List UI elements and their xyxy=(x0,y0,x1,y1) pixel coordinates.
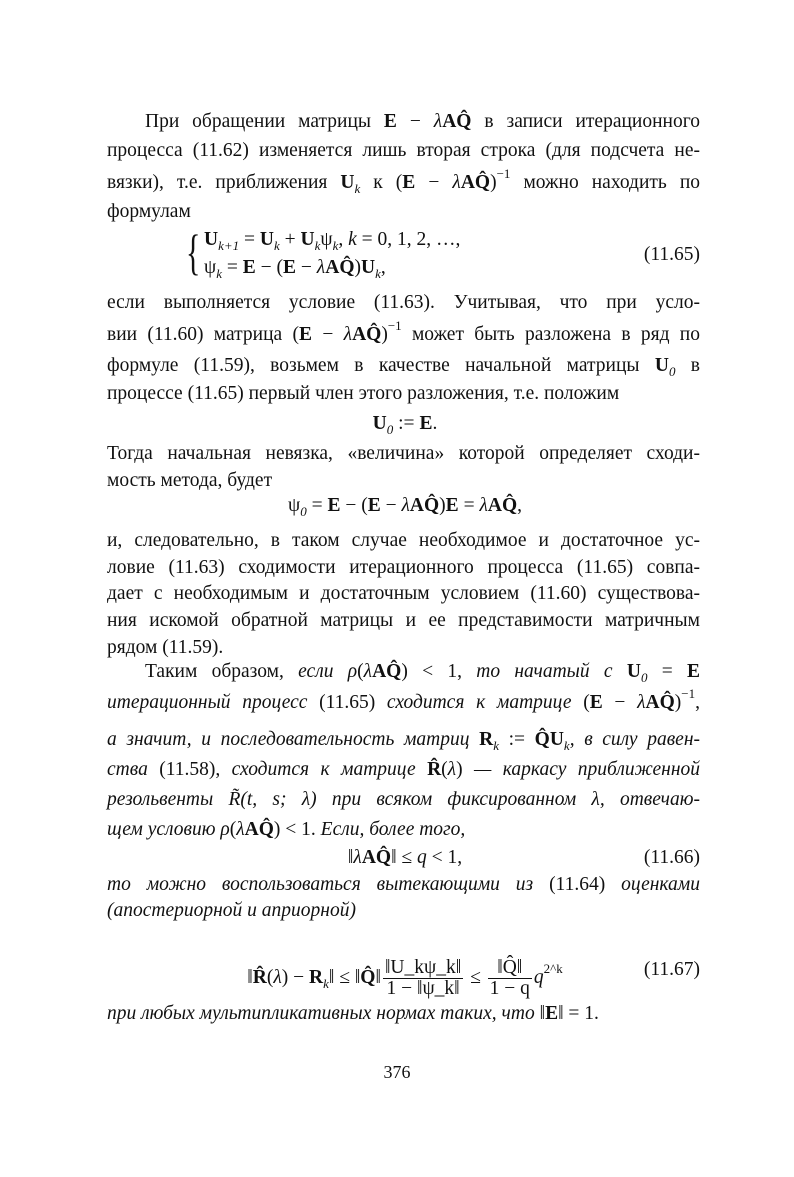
text-segment: U xyxy=(300,229,315,250)
text-segment: λ xyxy=(363,661,373,682)
text-segment: − ( xyxy=(255,257,284,278)
text-segment: , в силу равен- xyxy=(569,729,700,750)
text-segment: и, следовательно, в таком случае необходимое и достаточное ус- xyxy=(107,530,700,551)
text-segment: k xyxy=(216,266,222,281)
text-segment: ) xyxy=(354,257,361,278)
text-segment: R xyxy=(479,729,494,750)
text-segment: формулам xyxy=(107,201,191,222)
text-segment: итерационный процесс xyxy=(107,692,320,713)
text-segment: ( xyxy=(357,661,364,682)
fraction-part: ‖Q̂‖ xyxy=(488,958,532,979)
text-segment: ‖ xyxy=(247,966,253,988)
text-segment: E xyxy=(687,661,701,682)
text-segment: AQ̂ xyxy=(645,692,675,713)
text-segment: λ xyxy=(452,172,461,193)
text-segment: = 0, 1, 2, …, xyxy=(356,229,461,250)
text-line xyxy=(107,660,700,684)
text-segment: q xyxy=(417,847,427,868)
text-line xyxy=(107,382,700,406)
text-segment: AQ̂ xyxy=(352,324,382,345)
text-segment: резольвенты xyxy=(107,789,229,810)
text-line xyxy=(107,788,700,812)
text-segment: E xyxy=(419,413,433,434)
text-segment: − xyxy=(396,111,434,132)
text-segment: U xyxy=(259,229,274,250)
text-segment: 0 xyxy=(640,670,648,685)
text-segment: −1 xyxy=(387,318,402,333)
text-segment: ‖ = 1. xyxy=(558,1003,599,1024)
text-segment: U xyxy=(340,172,355,193)
text-line xyxy=(107,1002,700,1026)
text-segment: E xyxy=(589,692,603,713)
text-line xyxy=(107,728,700,752)
text-segment: если выполняется условие (11.63). Учитывая, что при усло- xyxy=(107,292,700,313)
text-segment: при всяком фиксированном xyxy=(316,789,592,810)
text-segment: а значит, и последовательность матриц xyxy=(107,729,480,750)
text-line xyxy=(107,636,700,660)
text-segment: , отвечаю- xyxy=(599,789,700,810)
text-segment: λ xyxy=(353,847,362,868)
text-segment: ( xyxy=(229,819,237,840)
text-line xyxy=(107,899,700,923)
equation-number-11-65: (11.65) xyxy=(643,244,700,265)
text-segment: ‖ xyxy=(375,966,381,988)
text-line xyxy=(107,758,700,782)
text-segment: ) xyxy=(381,324,388,345)
text-segment: в xyxy=(675,355,700,376)
text-line xyxy=(107,166,701,196)
text-segment: ) < 1. xyxy=(273,819,321,840)
text-segment: 2^k xyxy=(543,960,563,976)
text-segment: может быть разложена в ряд по xyxy=(401,324,700,345)
text-segment: λ xyxy=(236,819,245,840)
text-segment: при любых мультипликативных нормах таких, что xyxy=(107,1003,540,1024)
text-segment: можно находить по xyxy=(510,172,701,193)
text-segment: ния искомой обратной матрицы и ее представимости матричным xyxy=(107,610,700,631)
text-segment: = xyxy=(239,229,260,250)
text-segment: k xyxy=(563,738,570,753)
text-segment: 0 xyxy=(300,504,307,519)
text-segment: (11.58), xyxy=(159,759,232,780)
text-segment: то начатый с xyxy=(476,661,627,682)
text-segment: k xyxy=(375,266,381,281)
text-segment: ( xyxy=(395,172,403,193)
text-segment: ≤ xyxy=(465,966,486,988)
equation-line xyxy=(200,412,610,436)
text-line xyxy=(107,556,700,580)
text-segment: := xyxy=(498,729,535,750)
fraction-part: 1 − q xyxy=(489,978,530,999)
text-segment: ) < 1, xyxy=(401,661,477,682)
equation-line xyxy=(200,846,610,870)
text-line xyxy=(107,469,700,493)
text-segment: Q̂U xyxy=(534,729,564,750)
text-segment: R̂ xyxy=(252,966,267,988)
text-segment: + xyxy=(279,229,301,250)
text-segment: R̃(t, s; λ) xyxy=(228,789,317,810)
text-segment: процессе (11.65) первый член этого разложения, т.е. положим xyxy=(107,383,620,404)
text-segment: ‖ ≤ xyxy=(391,847,417,868)
text-segment: E xyxy=(242,257,256,278)
text-segment: ψ xyxy=(320,229,333,250)
text-segment: λ xyxy=(401,495,410,516)
text-segment: (11.64) xyxy=(549,874,622,895)
text-segment: − xyxy=(312,324,344,345)
text-line xyxy=(107,354,700,378)
text-segment: AQ̂ xyxy=(325,257,355,278)
text-segment: ( xyxy=(292,324,300,345)
text-segment: ρ xyxy=(347,661,358,682)
text-segment: , xyxy=(338,229,349,250)
text-segment: При обращении матрицы xyxy=(145,111,384,132)
text-line xyxy=(107,686,701,715)
text-segment: ψ xyxy=(287,495,301,516)
text-segment: AQ̂ xyxy=(487,495,518,516)
text-segment: k xyxy=(493,738,499,753)
text-segment: вязки), т.е. приближения xyxy=(107,172,341,193)
text-segment: ( xyxy=(266,966,274,988)
text-segment: U xyxy=(626,661,641,682)
equation-number: (11.66) xyxy=(643,847,700,868)
text-segment: , xyxy=(695,692,701,713)
text-segment: дает с необходимым и достаточным условием (11.60) существова- xyxy=(107,583,700,604)
text-segment: E xyxy=(402,172,416,193)
text-segment: E xyxy=(545,1003,559,1024)
text-segment: сходится к матрице xyxy=(231,759,428,780)
text-segment: E xyxy=(383,111,397,132)
text-segment: Q̂ xyxy=(360,966,376,988)
text-segment: E xyxy=(445,495,459,516)
text-segment: R xyxy=(309,966,324,988)
text-segment: Таким образом, xyxy=(145,661,299,682)
fraction-part: 1 − ‖ψ_k‖ xyxy=(386,978,460,999)
text-segment: ( xyxy=(583,692,590,713)
text-segment: ) xyxy=(456,759,474,780)
text-segment: − xyxy=(602,692,638,713)
text-segment: щем условию xyxy=(107,819,221,840)
text-segment: U xyxy=(204,229,219,250)
text-segment: то можно воспользоваться вытекающими из xyxy=(107,874,550,895)
text-segment: k xyxy=(348,229,357,250)
text-segment: ) xyxy=(490,172,497,193)
text-segment: E xyxy=(299,324,313,345)
text-segment: := xyxy=(393,413,420,434)
text-segment: AQ̂ xyxy=(361,847,392,868)
text-line xyxy=(107,873,700,897)
text-segment: − xyxy=(296,257,317,278)
text-segment: ρ xyxy=(220,819,230,840)
text-segment: ‖ xyxy=(347,847,354,868)
text-segment: < 1, xyxy=(426,847,463,868)
text-line xyxy=(107,291,700,315)
text-segment: = xyxy=(647,661,687,682)
fraction xyxy=(383,958,463,999)
text-segment: 0 xyxy=(386,422,394,437)
text-segment: − xyxy=(415,172,453,193)
system-brace: { xyxy=(186,224,201,280)
text-segment: k xyxy=(354,181,361,196)
text-segment: U xyxy=(360,257,376,278)
text-segment: ‖ ≤ ‖ xyxy=(328,966,361,988)
equation-line xyxy=(200,494,610,518)
text-segment: E xyxy=(283,257,297,278)
page-number: 376 xyxy=(383,1062,411,1082)
text-segment: 0 xyxy=(668,364,676,379)
text-segment: ) xyxy=(674,692,682,713)
text-segment: в записи итерационного xyxy=(471,111,700,132)
text-segment: U xyxy=(372,413,387,434)
text-segment: сходится к матрице xyxy=(386,692,584,713)
text-segment: вии (11.60) матрица xyxy=(107,324,293,345)
text-segment: λ xyxy=(273,966,282,988)
equation-number: (11.67) xyxy=(643,959,700,980)
text-segment: = xyxy=(458,495,480,516)
equation-line xyxy=(204,228,584,252)
text-segment: λ xyxy=(447,759,457,780)
text-segment: Если, более того, xyxy=(320,819,466,840)
text-segment: (апостериорной и априорной) xyxy=(107,900,356,921)
text-segment: ) xyxy=(439,495,446,516)
text-segment: ства xyxy=(107,759,160,780)
text-line xyxy=(107,442,700,466)
text-segment: ‖ xyxy=(539,1003,546,1024)
text-segment: R̂ xyxy=(427,759,442,780)
text-segment: λ xyxy=(479,495,488,516)
text-segment: рядом (11.59). xyxy=(107,637,224,658)
text-segment: k+1 xyxy=(218,238,240,253)
text-segment: Тогда начальная невязка, «величина» которой определяет сходи- xyxy=(107,443,700,464)
text-segment: λ xyxy=(316,257,326,278)
text-segment: (11.65) xyxy=(319,692,387,713)
text-line xyxy=(107,139,700,163)
text-segment: процесса (11.62) изменяется лишь вторая строка (для подсчета не- xyxy=(107,140,700,161)
text-line xyxy=(107,110,700,134)
text-segment: мость метода, будет xyxy=(107,470,273,491)
text-segment: λ xyxy=(591,789,600,810)
text-segment: AQ̂ xyxy=(442,111,472,132)
text-segment: E xyxy=(327,495,341,516)
text-segment: AQ̂ xyxy=(409,495,440,516)
text-segment: если xyxy=(298,661,348,682)
equation-line xyxy=(204,256,584,280)
text-segment: λ xyxy=(433,111,443,132)
text-segment: k xyxy=(314,238,321,253)
text-segment: AQ̂ xyxy=(372,661,402,682)
text-segment: q xyxy=(533,966,544,988)
text-segment: ( xyxy=(441,759,448,780)
text-segment: . xyxy=(432,413,438,434)
text-segment: −1 xyxy=(496,166,511,181)
text-segment: к xyxy=(360,172,396,193)
text-segment: = xyxy=(306,495,328,516)
text-segment: AQ̂ xyxy=(460,172,491,193)
text-line xyxy=(107,609,700,633)
text-segment: ψ xyxy=(204,257,217,278)
text-segment: ) − xyxy=(281,966,310,988)
text-segment: оценками xyxy=(621,874,701,895)
text-segment: — каркасу приближенной xyxy=(474,759,701,780)
text-line xyxy=(107,582,700,606)
text-segment: k xyxy=(332,238,339,253)
text-line xyxy=(107,200,700,224)
fraction xyxy=(488,958,532,999)
text-segment: − ( xyxy=(340,495,368,516)
text-segment: U xyxy=(654,355,669,376)
text-line xyxy=(107,529,700,553)
text-segment: λ xyxy=(637,692,646,713)
text-segment: AQ̂ xyxy=(244,819,274,840)
text-segment: −1 xyxy=(681,686,696,701)
text-segment: E xyxy=(367,495,381,516)
text-segment: = xyxy=(222,257,243,278)
text-segment: формуле (11.59), возьмем в качестве начальной матрицы xyxy=(107,355,655,376)
text-segment: , xyxy=(517,495,523,516)
text-segment: k xyxy=(323,975,329,991)
text-segment: , xyxy=(380,257,386,278)
text-segment: ловие (11.63) сходимости итерационного процесса (11.65) совпа- xyxy=(107,557,700,578)
text-line xyxy=(107,818,700,842)
text-segment: − xyxy=(380,495,402,516)
text-segment: k xyxy=(273,238,280,253)
text-segment: λ xyxy=(343,324,353,345)
text-line xyxy=(107,318,700,347)
fraction-part: ‖U_kψ_k‖ xyxy=(384,957,462,978)
